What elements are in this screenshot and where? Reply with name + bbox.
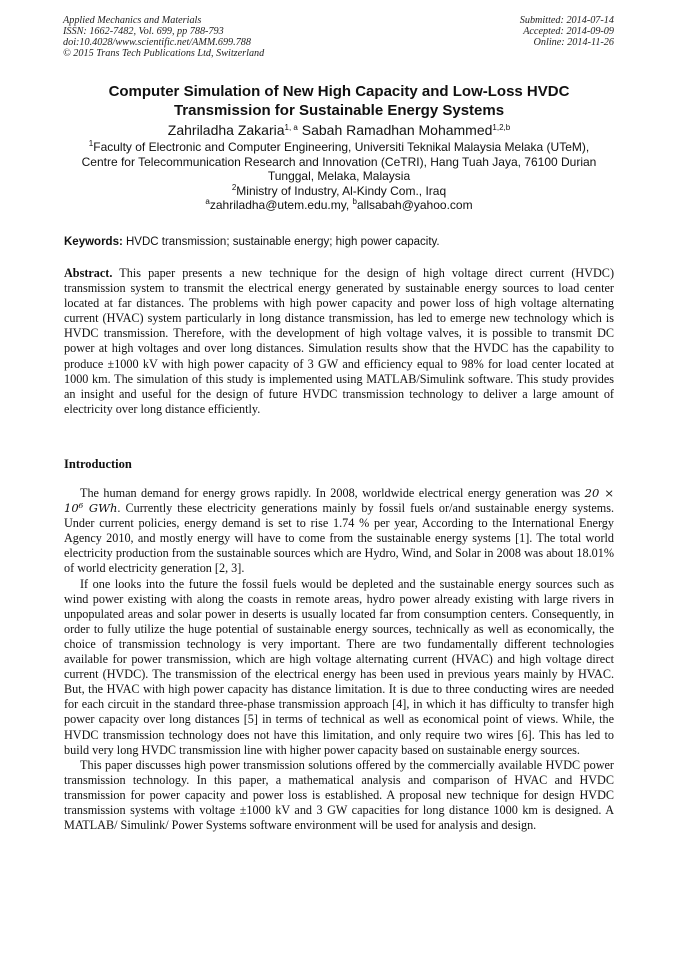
journal-name: Applied Mechanics and Materials — [63, 15, 202, 26]
author-list — [60, 121, 618, 139]
keywords — [64, 235, 614, 249]
accepted-date: Accepted: 2014-09-09 — [523, 26, 614, 37]
intro-p1-start: The human demand for energy grows rapidly. In 2008, worldwide electrical energy generation was — [80, 486, 581, 500]
introduction-body — [64, 486, 614, 833]
title-line-2: Transmission for Sustainable Energy Systems — [173, 102, 505, 119]
keywords-text: HVDC transmission; sustainable energy; high power capacity. — [126, 236, 440, 248]
introduction-heading: Introduction — [64, 457, 132, 471]
author-emails — [55, 198, 623, 213]
affiliation-1-line-2: Centre for Telecommunication Research and Innovation (CeTRI), Hang Tuah Jaya, 76100 Durian — [81, 154, 597, 169]
energy-math-expression: 20 × 10⁶ GWh — [64, 486, 614, 516]
email-b[interactable]: allsabah@yahoo.com — [357, 198, 473, 213]
author-1-affil-marker: 1, a — [284, 123, 298, 132]
email-b-marker: b — [352, 197, 357, 207]
title-line-1: Computer Simulation of New High Capacity and Low-Loss HVDC — [108, 83, 570, 100]
paper-title — [60, 82, 618, 120]
author-2-name: Sabah Ramadhan Mohammed — [301, 122, 493, 138]
affiliation-2-text: Ministry of Industry, Al-Kindy Com., Iraq — [236, 183, 447, 198]
affiliation-1-text-1: Faculty of Electronic and Computer Engineering, Universiti Teknikal Malaysia Melaka (UTeM), — [93, 140, 590, 154]
intro-paragraph-3: This paper discusses high power transmission solutions offered by the commercially available HVDC power transmission technology. In this paper, a mathematical analysis and comparison of HVAC and HVDC transmission for power capacity and power loss is established. A proposal new technique for design HVDC transmission systems with voltage ±1000 kV and 3 GW capacities for long distance 1000 km is designed. A MATLAB/ Simulink/ Power Systems software environment will be used for analysis and design. — [64, 757, 614, 833]
email-a[interactable]: zahriladha@utem.edu.my, — [209, 198, 350, 213]
author-1-name: Zahriladha Zakaria — [167, 122, 285, 138]
doi-line: doi:10.4028/www.scientific.net/AMM.699.788 — [63, 37, 251, 48]
intro-p1-end: . Currently these electricity generations mainly by fossil fuels or/and sustainable energy systems. Under current policies, energy demand is set to rise 1.74 % per year, According to the International Energy Agency 2010, and mostly energy will have to come from the sustainable energy systems [1]. The total world electricity production from the sustainable sources which are Hydro, Wind, and Solar in 2008 was about 18.01% of world electricity generation [2, 3]. — [64, 501, 615, 576]
abstract-text: This paper presents a new technique for the design of high voltage direct current (HVDC) transmission system to transmit the electrical energy generated by sustainable energy sources to load center located at far distances. The problems with high power capacity and power loss of high voltage alternating current (HVAC) system particularly in long distance transmission, has led to emerge new technology which is HVDC transmission. Therefore, with the development of high voltage valves, it is possible to transmit DC power at high voltages and over long distances. Simulation results show that the HVDC has the capability to produce ±1000 kV with high power capacity of 3 GW and efficiency equal to 98% for load center located at 1000 km. The simulation of this study is implemented using MATLAB/Simulink software. This study provides an insight and useful for the design of future HVDC transmission technology to deliver a large amount of electricity over long distance efficiently. — [64, 266, 614, 416]
affiliation-1-line-3: Tunggal, Melaka, Malaysia — [267, 169, 411, 184]
affiliation-1-marker: 1 — [88, 139, 94, 148]
abstract-label: Abstract. — [64, 266, 113, 280]
dates-header — [354, 15, 614, 48]
keywords-label: Keywords: — [64, 236, 123, 248]
author-2-affil-marker: 1,2,b — [492, 123, 511, 132]
affiliation-2 — [55, 184, 623, 199]
copyright-line: © 2015 Trans Tech Publications Ltd, Switzerland — [63, 48, 265, 59]
affiliation-1-line-1 — [55, 140, 623, 155]
affiliation-2-marker: 2 — [231, 182, 237, 192]
submitted-date: Submitted: 2014-07-14 — [519, 15, 614, 26]
journal-header — [63, 15, 393, 59]
affiliations — [55, 140, 623, 213]
email-a-marker: a — [205, 197, 210, 207]
intro-paragraph-1 — [64, 486, 614, 577]
abstract — [64, 266, 614, 417]
online-date: Online: 2014-11-26 — [533, 37, 614, 48]
issn-line: ISSN: 1662-7482, Vol. 699, pp 788-793 — [63, 26, 224, 37]
intro-paragraph-2: If one looks into the future the fossil fuels would be depleted and the sustainable energy sources such as wind power existing with along the coasts in remote areas, hydro power already existing with large rivers in unpopulated areas and solar power in deserts is usually located far from consumption centers. Consequently, in order to fully utilize the huge potential of sustainable energy sources, technically as well as economically, the choice of transmission technology is very important. There are two fundamentally different technologies available for power transmission, which are high voltage alternating current (HVAC) and high voltage direct current (HVDC). The transmission of the electrical energy has been used in previous years mainly by HVAC. But, the HVAC with high power capacity has distance limitation. It is due to three conducting wires are needed for each circuit in the standard three-phase transmission approach [4], in which it has difficulty to transfer high power capacity over long distances [5] in terms of technical as well as economical point of views. While, the HVDC transmission technology does not have this limitation, and only require two wires [6]. This has led to build very long HVDC transmission line with higher power capacity based on sustainable energy sources. — [64, 576, 614, 757]
